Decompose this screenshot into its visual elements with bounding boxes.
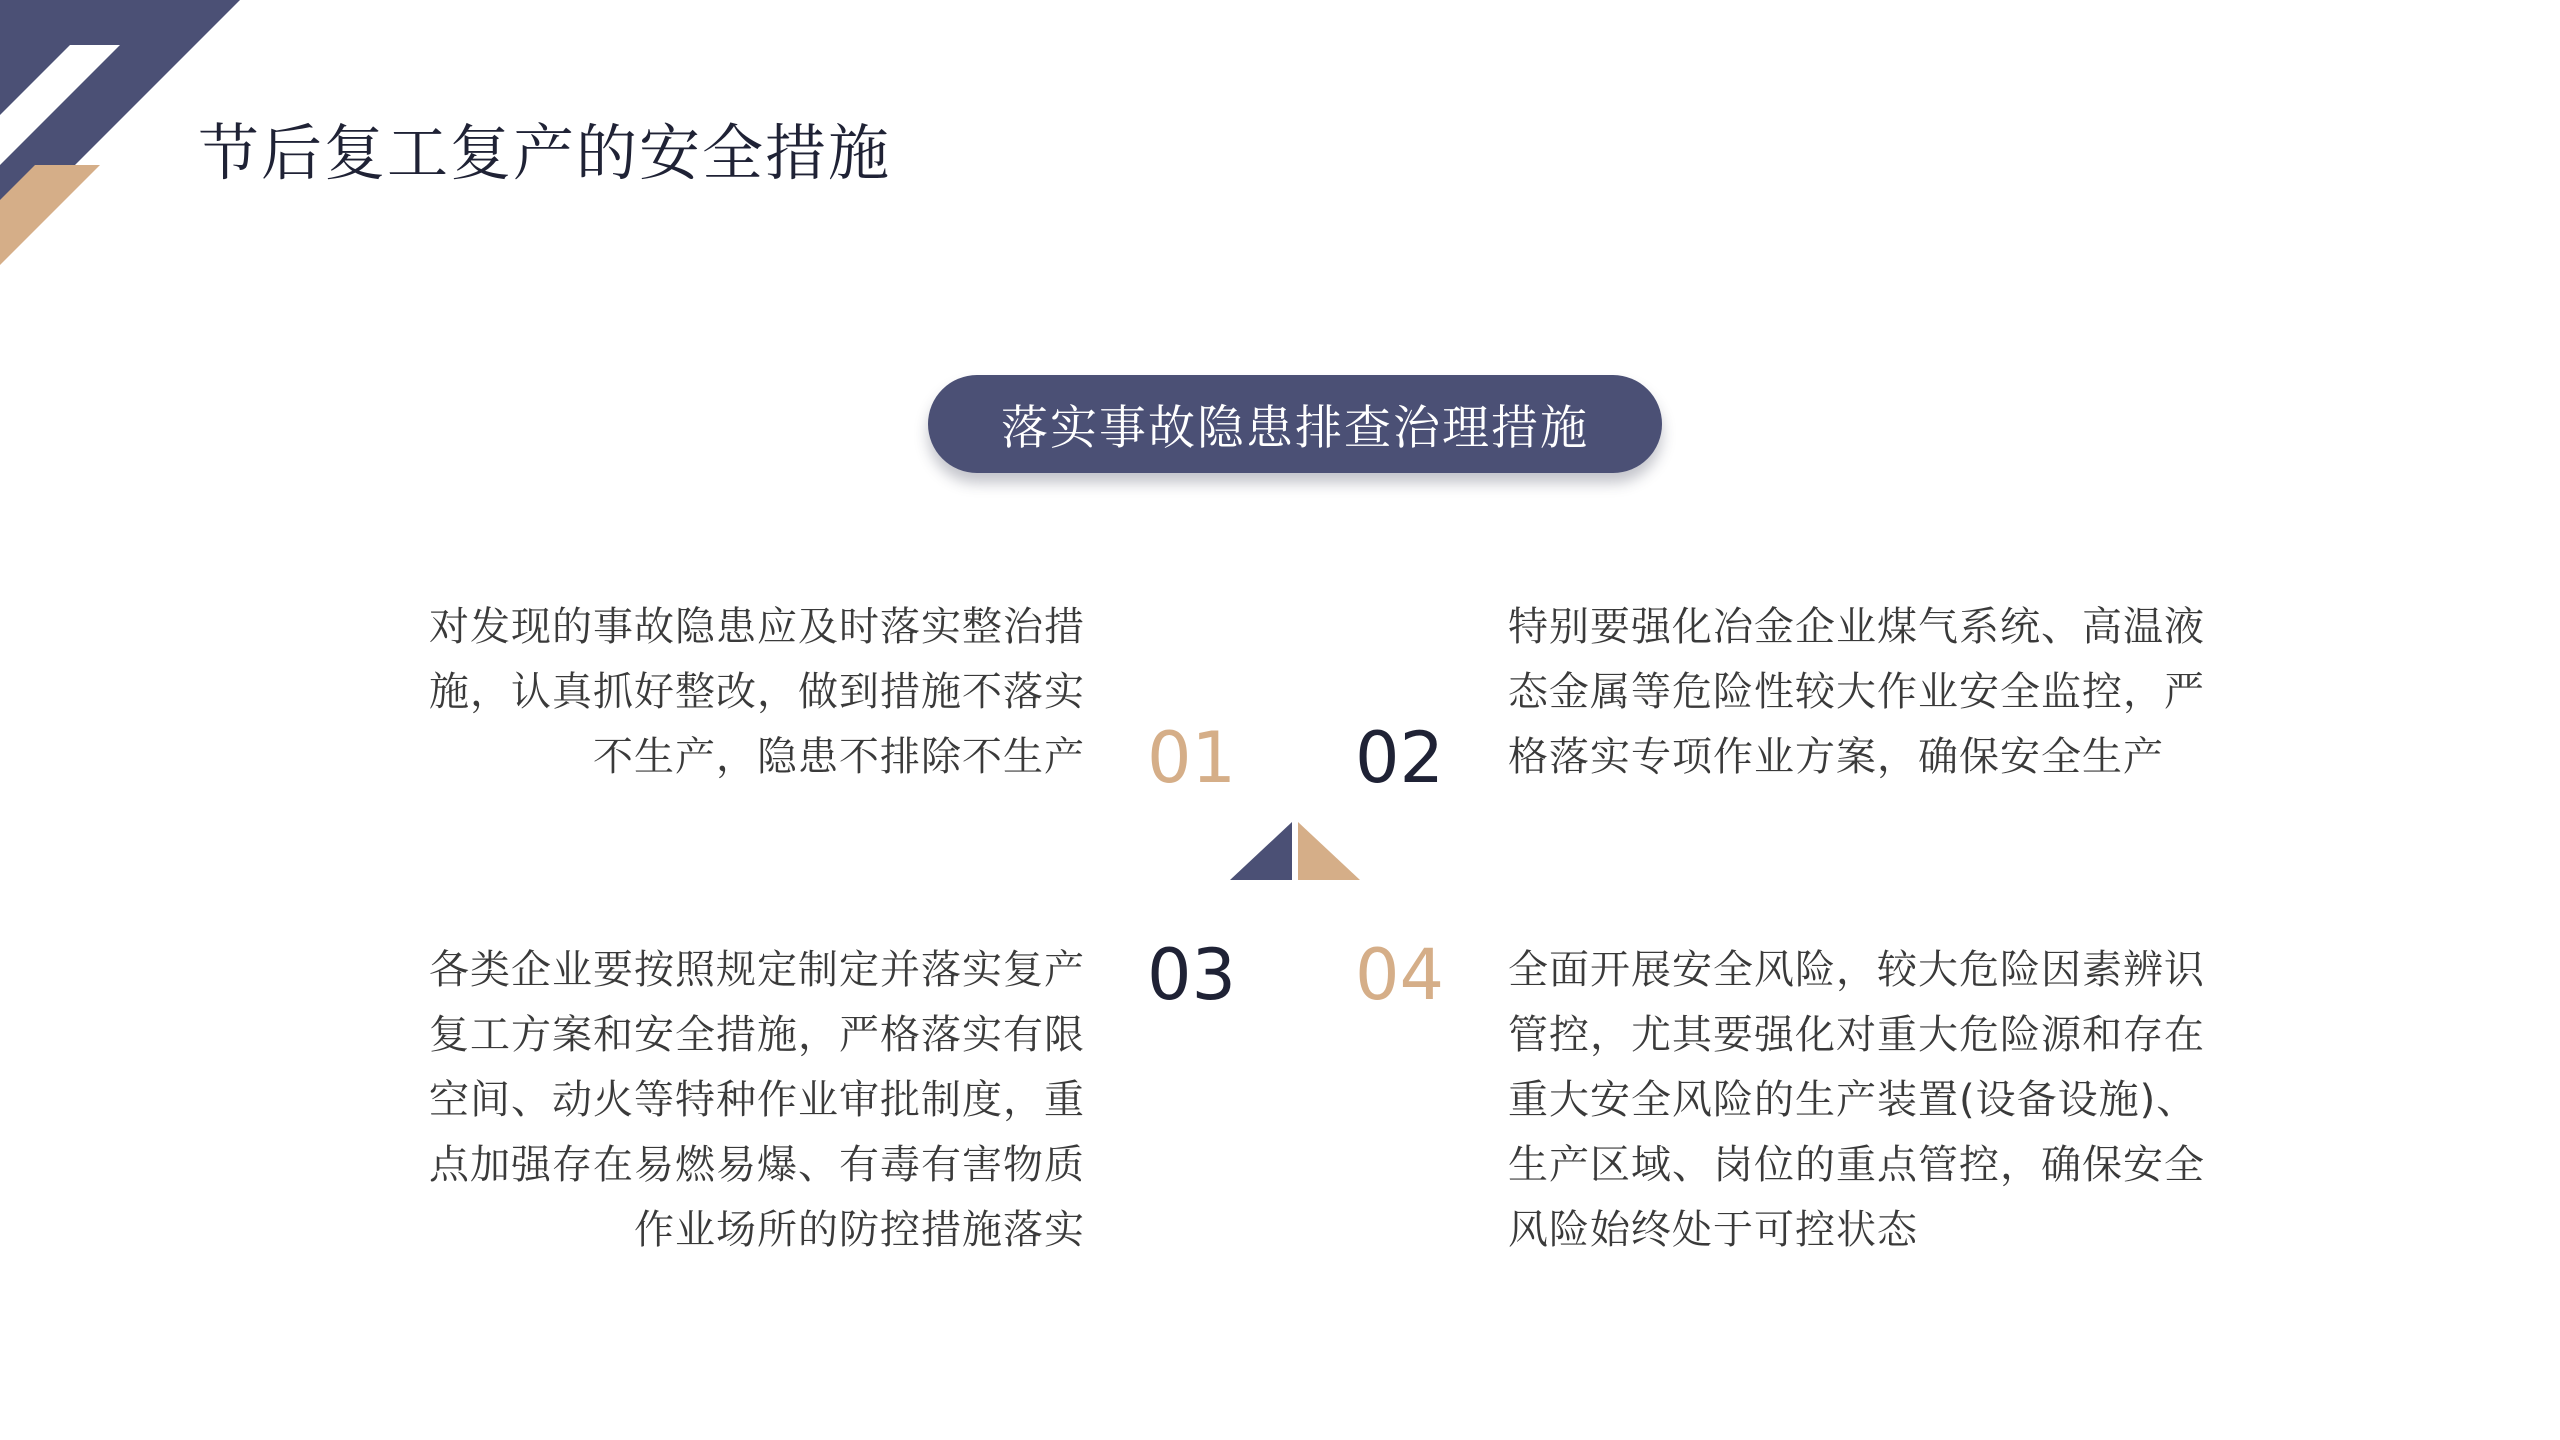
section-header-label: 落实事故隐患排查治理措施 [1001, 400, 1589, 456]
item-03-text: 各类企业要按照规定制定并落实复产复工方案和安全措施，严格落实有限空间、动火等特种作业审批制度，重点加强存在易燃易爆、有毒有害物质作业场所的防控措施落实 [429, 947, 1085, 1253]
item-02-text: 特别要强化冶金企业煤气系统、高温液态金属等危险性较大作业安全监控，严格落实专项作业方案，确保安全生产 [1508, 604, 2205, 780]
item-04-text: 全面开展安全风险，较大危险因素辨识管控，尤其要强化对重大危险源和存在重大安全风险的生产装置(设备设施)、生产区域、岗位的重点管控，确保安全风险始终处于可控状态 [1508, 947, 2205, 1253]
item-03-number: 03 [1147, 934, 1237, 1016]
item-02-number: 02 [1355, 717, 1445, 799]
item-04-number: 04 [1355, 934, 1445, 1016]
section-header-pill [928, 375, 1662, 473]
item-01-text: 对发现的事故隐患应及时落实整治措施，认真抓好整改，做到措施不落实不生产，隐患不排除不生产 [429, 604, 1085, 780]
page-title: 节后复工复产的安全措施 [198, 118, 892, 189]
item-01-number: 01 [1147, 717, 1237, 799]
center-triangles-decoration [1230, 822, 1360, 880]
